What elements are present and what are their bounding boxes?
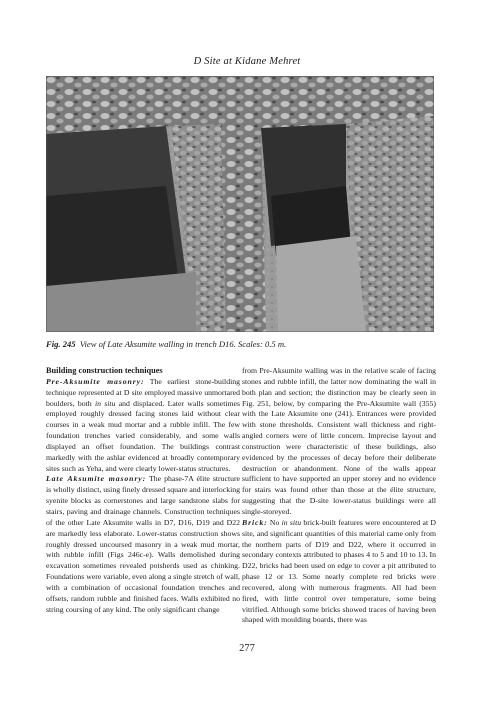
paragraph-text: from Pre-Aksumite walling was in the relative scale of facing stones and rubble infill, the latter now dominating the wall in both plan and section; the distinction may be clearly seen in Fig. 251, below, by comparing the Pre-Aksumite wall (355) with the Late Aksumite one (241). Entrances were provided with stone thresholds. Consistent wall thickness and right-angled corners were of little concern. Imprecise layout and construction were characteristic of these buildings, also evidenced by the processes of decay before their deliberate destruction or abandonment. None of the walls appear sufficient to have supported an upper storey and no evidence for stairs was found other than those at the élite structure, suggesting that the D-site lower-status buildings were all single-storeyed. [242, 366, 436, 516]
section-heading: Building construction techniques [46, 366, 163, 375]
paragraph-text: The phase-7A élite structure is wholly distinct, using finely dressed square and interlocking syenite blocks as cornerstones and large sandstone slabs for stairs, paving and drainage channels. Construction techniques of the other Late Aksumite walls in D7, D16, D19 and D22 are markedly less elaborate. Lower-status construction shows roughly dressed uncoursed masonry in a weak mud mortar, with rubble infill (Figs 246c-e). Walls demolished during excavation sometimes revealed potsherds used as chinking. Foundations were variable, even along a single stretch of wall, with a combination of occasional foundation trenches and offsets, random rubble and finished faces. Walls exhibited no string coursing of any kind. The only significant change [46, 474, 240, 614]
right-column [242, 366, 436, 626]
paragraph-text: No [267, 517, 282, 527]
paragraph-text: The earliest stone-building technique represented at D site employed massive unmortared boulders, both [46, 376, 240, 408]
paragraph-brick [242, 518, 436, 626]
italic-term: in situ [94, 398, 116, 408]
paragraph-late-aksumite [46, 474, 240, 615]
left-column [46, 366, 240, 615]
page-number: 277 [239, 643, 255, 654]
paragraph-text: and displaced. Later walls sometimes employed roughly dressed facing stones laid without clear courses in a weak mud mortar and a rubble infill. The few foundation trenches varied considerably, and some walls displayed an offset foundation. The buildings contrast markedly with the ashlar evidenced at broadly contemporary sites such as Yeha, and were clearly lower-status structures. [46, 398, 240, 473]
figure-caption [46, 339, 446, 349]
figure-label: Fig. 245 [46, 339, 76, 349]
photo-illustration [46, 76, 434, 332]
subheading-late-aksumite: Late Aksumite masonry: [46, 474, 147, 484]
subheading-pre-aksumite: Pre-Aksumite masonry: [46, 376, 145, 386]
paragraph-pre-aksumite [46, 377, 240, 475]
paragraph-continued [242, 366, 436, 518]
figure-photo-trench-d16 [46, 76, 434, 332]
subheading-brick: Brick: [242, 517, 268, 527]
paragraph-text: brick-built features were encountered at D site, and significant quantities of this material came only from the northern parts of D19 and D22, where it occurred in secondary contexts attributed to phases 4 to 5 and 10 to 13. In D22, bricks had been used on edge to cover a pit attributed to phase 12 or 13. Some nearly complete red bricks were recovered, along with numerous fragments. All had been fired, with little control over temperature, some being vitrified. Although some bricks showed traces of having been shaped with moulding boards, there was [242, 517, 436, 625]
italic-term: in situ [281, 517, 302, 527]
figure-caption-text: View of Late Aksumite walling in trench D16. Scales: 0.5 m. [79, 339, 287, 349]
running-head: D Site at Kidane Mehret [193, 56, 301, 67]
